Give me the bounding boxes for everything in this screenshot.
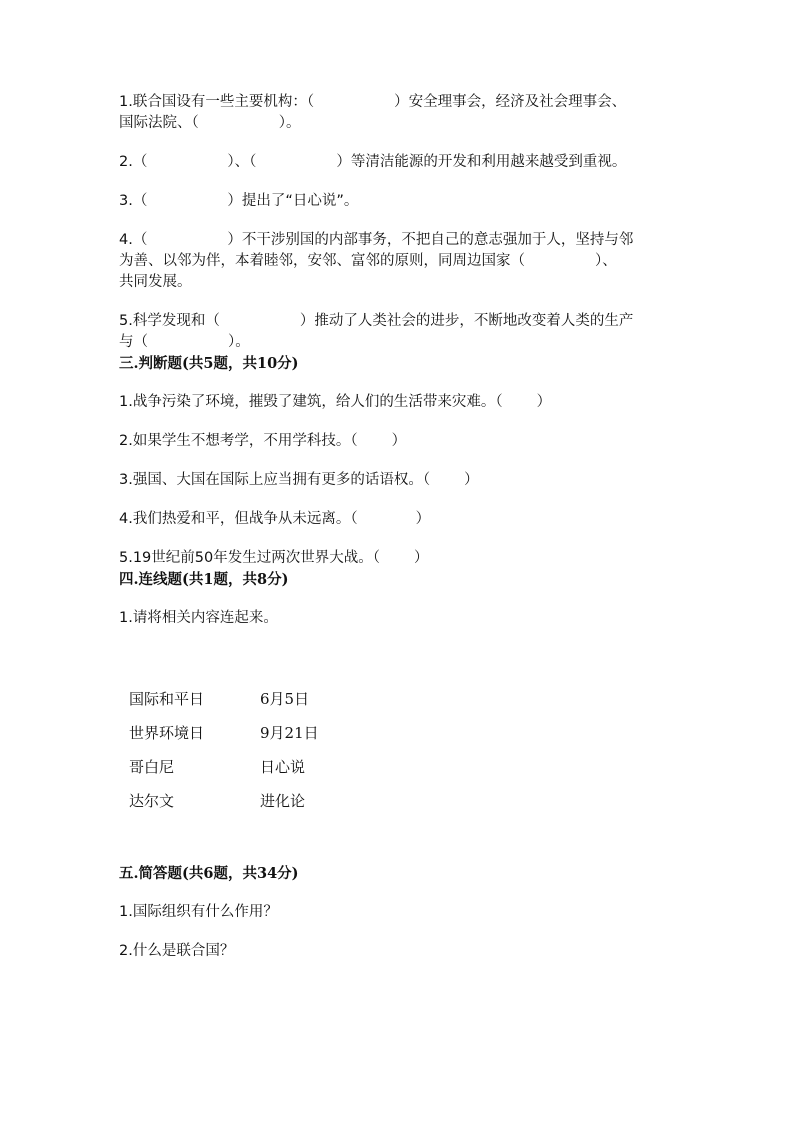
fill-question-2: 2.（ ）、（ ）等清洁能源的开发和利用越来越受到重视。 xyxy=(119,154,627,170)
section-4-title: 四.连线题(共1题，共8分) xyxy=(119,571,289,588)
matching-right-item[interactable]: 日心说 xyxy=(260,757,306,776)
short-answer-question-1: 1.国际组织有什么作用？ xyxy=(119,904,278,920)
judge-question-1: 1.战争污染了环境，摧毁了建筑，给人们的生活带来灾难。（ ） xyxy=(119,394,552,410)
fill-question-5: 5.科学发现和（ ）推动了人类社会的进步，不断地改变着人类的生产 与（ ）。 xyxy=(119,313,634,350)
matching-row xyxy=(129,749,679,783)
section-3-title: 三.判断题(共5题，共10分) xyxy=(119,355,299,372)
fill-question-3: 3.（ ）提出了“日心说”。 xyxy=(119,193,359,209)
exam-page xyxy=(119,92,679,962)
judge-question-2: 2.如果学生不想考学，不用学科技。（ ） xyxy=(119,433,407,449)
fill-question-4: 4.（ ）不干涉别国的内部事务，不把自己的意志强加于人，坚持与邻 为善、以邻为伴，本着睦邻，安邻、富邻的原则，同周边国家（ ）、 共同发展。 xyxy=(119,232,634,290)
fill-question-1: 1.联合国设有一些主要机构：（ ）安全理事会，经济及社会理事会、 国际法院、（ ）。 xyxy=(119,94,627,131)
matching-row xyxy=(129,715,679,749)
matching-question: 1.请将相关内容连起来。 xyxy=(119,610,278,626)
matching-left-item[interactable]: 国际和平日 xyxy=(129,689,205,708)
judge-question-4: 4.我们热爱和平，但战争从未远离。（ ） xyxy=(119,511,431,527)
section-5-title: 五.简答题(共6题，共34分) xyxy=(119,865,299,882)
matching-left-item[interactable]: 哥白尼 xyxy=(129,757,175,776)
short-answer-question-2: 2.什么是联合国？ xyxy=(119,943,235,959)
matching-pairs xyxy=(129,681,679,817)
matching-row xyxy=(129,783,679,817)
judge-question-5: 5.19世纪前50年发生过两次世界大战。（ ） xyxy=(119,550,429,566)
matching-row xyxy=(129,681,679,715)
matching-left-item[interactable]: 达尔文 xyxy=(129,791,175,810)
matching-left-item[interactable]: 世界环境日 xyxy=(129,723,205,742)
matching-right-item[interactable]: 9月21日 xyxy=(260,723,319,742)
judge-question-3: 3.强国、大国在国际上应当拥有更多的话语权。（ ） xyxy=(119,472,479,488)
matching-right-item[interactable]: 进化论 xyxy=(260,791,306,810)
matching-right-item[interactable]: 6月5日 xyxy=(260,689,310,708)
